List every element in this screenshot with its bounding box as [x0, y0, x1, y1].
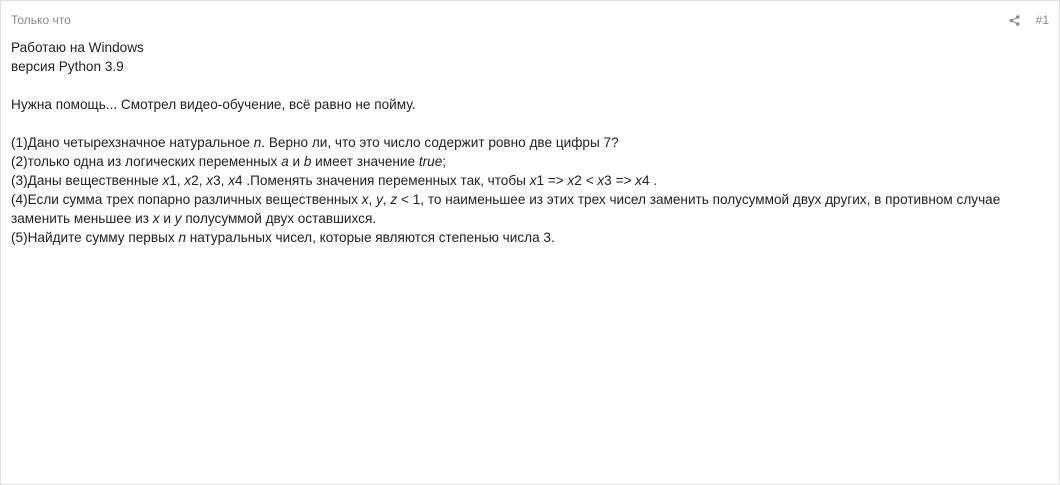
- post-line-help: Нужна помощь... Смотрел видео-обучение, всё равно не пойму.: [11, 97, 416, 112]
- variable-y: y: [376, 192, 383, 207]
- task-4-text: (4)Если сумма трех попарно различных вещественных: [11, 192, 362, 207]
- task-3-order: 2: [574, 173, 586, 188]
- post-header: [11, 11, 1049, 29]
- task-3-order: 3: [604, 173, 616, 188]
- task-5-text-end: натуральных чисел, которые являются степенью числа 3.: [186, 230, 555, 245]
- task-5-text: (5)Найдите сумму первых: [11, 230, 179, 245]
- share-icon[interactable]: [1008, 13, 1022, 27]
- task-4: [11, 190, 1047, 209]
- task-1: [11, 133, 1047, 152]
- post-header-actions: [1008, 13, 1049, 27]
- task-4-and: и: [159, 211, 175, 226]
- task-3-index: 1,: [169, 173, 185, 188]
- variable-x: x: [184, 173, 192, 188]
- task-2-text-end: ;: [442, 154, 447, 169]
- task-3-index: 3,: [213, 173, 229, 188]
- task-4-text-cont: заменить меньшее из: [11, 211, 153, 226]
- variable-x: x: [593, 173, 605, 188]
- task-3: [11, 171, 1047, 190]
- task-3-index: 2,: [191, 173, 207, 188]
- task-4-comma: ,: [368, 192, 377, 207]
- less-than-sign: <: [585, 173, 594, 188]
- task-2-and: и: [288, 154, 304, 169]
- blank-line: [11, 114, 1047, 133]
- post-body: [11, 38, 1047, 247]
- arrow-sign: =>: [615, 173, 632, 188]
- variable-x: x: [567, 173, 575, 188]
- task-3-text-end: 4 .: [641, 173, 658, 188]
- task-2-text-mid: имеет значение: [311, 154, 419, 169]
- task-3-order: 1 =>: [536, 173, 568, 188]
- task-3-text-mid: 4 .Поменять значения переменных так, чтобы: [235, 173, 530, 188]
- task-1-text-end: . Верно ли, что это число содержит ровно две цифры 7?: [261, 135, 619, 150]
- task-3-text: (3)Даны вещественные: [11, 173, 163, 188]
- variable-a: a: [281, 154, 289, 169]
- post-timestamp[interactable]: Только что: [11, 13, 71, 27]
- variable-x: x: [228, 173, 235, 188]
- task-4-continued: [11, 209, 1047, 228]
- variable-x: x: [152, 211, 160, 226]
- post-number-link[interactable]: #1: [1035, 13, 1049, 27]
- variable-n: n: [178, 230, 186, 245]
- task-4-text-end: полусуммой двух оставшихся.: [181, 211, 377, 226]
- variable-b: b: [303, 154, 312, 169]
- task-1-text: (1)Дано четырехзначное натуральное: [11, 135, 254, 150]
- variable-z: z: [390, 192, 398, 207]
- task-2: [11, 152, 1047, 171]
- variable-x: x: [361, 192, 369, 207]
- post-line-version: версия Python 3.9: [11, 59, 124, 74]
- blank-line: [11, 76, 1047, 95]
- task-4-text-mid: < 1, то наименьшее из этих трех чисел заменить полусуммой двух других, в противном случае: [397, 192, 1001, 207]
- task-2-text: (2)только одна из логических переменных: [11, 154, 282, 169]
- variable-x: x: [162, 173, 170, 188]
- post-line-os: Работаю на Windows: [11, 40, 144, 55]
- task-4-comma: ,: [382, 192, 391, 207]
- share-icon-graphic: [1009, 15, 1020, 26]
- variable-x: x: [206, 173, 214, 188]
- variable-y: y: [174, 211, 182, 226]
- variable-x: x: [631, 173, 642, 188]
- variable-x: x: [529, 173, 537, 188]
- task-5: [11, 228, 1047, 247]
- value-true: true: [418, 154, 443, 169]
- variable-n: n: [253, 135, 262, 150]
